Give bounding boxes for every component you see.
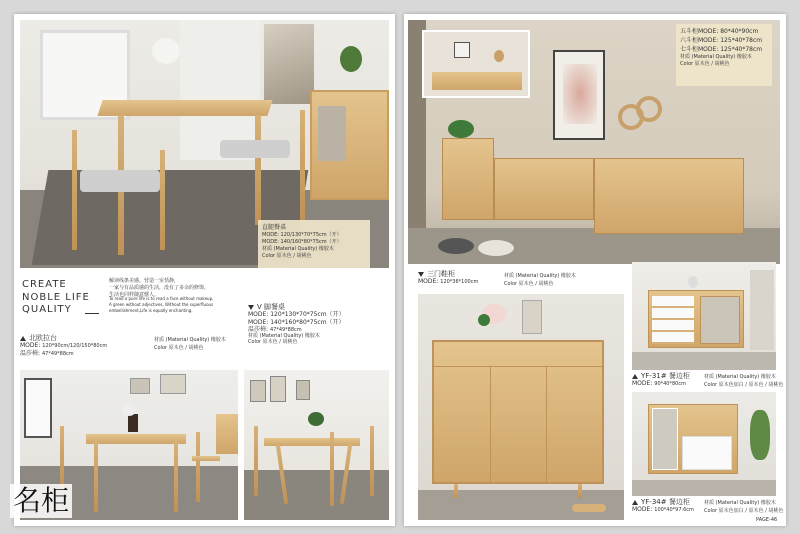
table2-mode-label: MODE: (20, 342, 41, 350)
yf34-sideboard-photo (632, 392, 776, 496)
v-leg-table-photo (244, 370, 389, 520)
chest-5-mode: 五斗柜MODE: 80*40*90cm (680, 28, 759, 35)
shoe-cabinet-photo (418, 294, 624, 520)
triangle-down-icon (418, 272, 424, 277)
yf31-color: Color 原木色加白 / 原木色 / 胡桃色 (704, 381, 784, 388)
cn-text-line1: 解读线条美感，营造一室恬静， (109, 278, 180, 284)
yf34-material: 材质 (Material Quality) 橡胶木 (704, 500, 776, 506)
yf31-mode-value: 90*40*80cm (654, 381, 686, 388)
table2-material: 材质 (Material Quality) 橡胶木 (154, 337, 226, 343)
shoe-cabinet-info (418, 270, 478, 286)
yf34-mode-value: 100*40*97.6cm (654, 507, 694, 514)
en-description (109, 296, 213, 313)
table2-name: 北欧拉台 (29, 334, 57, 342)
yf31-material: 材质 (Material Quality) 橡胶木 (704, 374, 776, 380)
left-page (14, 14, 395, 526)
table3-mode1: MODE: 120*130*70*75cm（开） (248, 311, 345, 319)
yf31-mode-label: MODE: (632, 380, 653, 388)
slogan-line2: NOBLE LIFE (22, 291, 90, 303)
shoe-name: 三门鞋柜 (427, 270, 455, 278)
shoe-color: Color 原木色 / 胡桃色 (504, 281, 554, 287)
table1-label (258, 220, 370, 268)
table1-mode2: MODE: 140/160*80*75cm（开） (262, 239, 342, 245)
slogan-line1: CREATE (22, 279, 67, 290)
yf31-info (632, 372, 690, 388)
table1-material: 材质 (Material Quality) 橡胶木 (262, 246, 334, 252)
shoe-material: 材质 (Material Quality) 橡胶木 (504, 273, 576, 279)
chest-inset-photo (422, 30, 530, 98)
yf34-name: YF-34# 餐边柜 (641, 498, 690, 506)
table2-info (20, 334, 107, 357)
en-text-line3: embellishment,Life is equally enchanting. (109, 307, 193, 313)
table1-color: Color 原木色 / 胡桃色 (262, 253, 312, 259)
page-number: PAGE-46 (756, 517, 778, 523)
yf31-sideboard-photo (632, 262, 776, 370)
table1-name: 直腿餐桌 (262, 224, 287, 231)
chests-color: Color 原木色 / 胡桃色 (680, 61, 730, 67)
yf34-material-block (704, 500, 783, 515)
triangle-icon (632, 374, 638, 379)
shoe-mode-value: 120*36*100cm (440, 279, 479, 286)
chests-material: 材质 (Material Quality) 橡胶木 (680, 54, 752, 60)
yf34-mode-label: MODE: (632, 506, 653, 514)
table3-chair-value: 47*49*88cm (269, 326, 302, 333)
slogan-divider (85, 313, 99, 314)
table2-color: Color 原木色 / 胡桃色 (154, 345, 204, 351)
table3-material: 材质 (Material Quality) 橡胶木 (248, 332, 320, 339)
chest-6-mode: 六斗柜MODE: 125*40*78cm (680, 37, 763, 44)
cn-text-line2: 一家与有品质感的生活，没有了多余的修饰， (109, 284, 210, 291)
yf34-info (632, 498, 694, 514)
table1-mode1: MODE: 120/130*70*75cm（开） (262, 232, 342, 238)
yf34-color: Color 原木色加白 / 原木色 / 胡桃色 (704, 507, 784, 514)
triangle-icon (20, 336, 26, 341)
yf31-name: YF-31# 餐边柜 (641, 372, 690, 380)
shoe-material-block (504, 272, 576, 288)
chest-7-mode: 七斗柜MODE: 125*40*78cm (680, 46, 763, 53)
yf31-material-block (704, 374, 783, 389)
shoe-mode-label: MODE: (418, 278, 439, 286)
triangle-icon (632, 500, 638, 505)
table3-color: Color 原木色 / 胡桃色 (248, 338, 298, 345)
table3-mode2: MODE: 140*160*80*75cm（开） (248, 318, 345, 326)
table2-chair-value: 47*49*88cm (41, 350, 74, 357)
table2-mode-value: 120*90cm/120/150*80cm (42, 343, 108, 350)
slogan-line3: QUALITY (22, 304, 72, 315)
slogan (22, 279, 90, 317)
en-text-line2: A green without adjectives, Without the superfluous (109, 301, 214, 307)
table3-info (248, 303, 345, 345)
brand-text: 名柜 (10, 484, 72, 518)
table3-chair-label: 温莎椅: (248, 325, 269, 333)
triangle-down-icon (248, 305, 254, 310)
chests-label (676, 24, 772, 86)
en-text-line1: To read a pure life is to read a face without makeup, (109, 296, 214, 301)
table2-chair-label: 温莎椅: (20, 349, 41, 357)
table2-material-block (154, 336, 226, 352)
right-page (404, 14, 786, 526)
table3-name: V 脚餐桌 (257, 303, 286, 311)
cn-text-line3: 生活也同样随意惬人。 (109, 291, 160, 298)
